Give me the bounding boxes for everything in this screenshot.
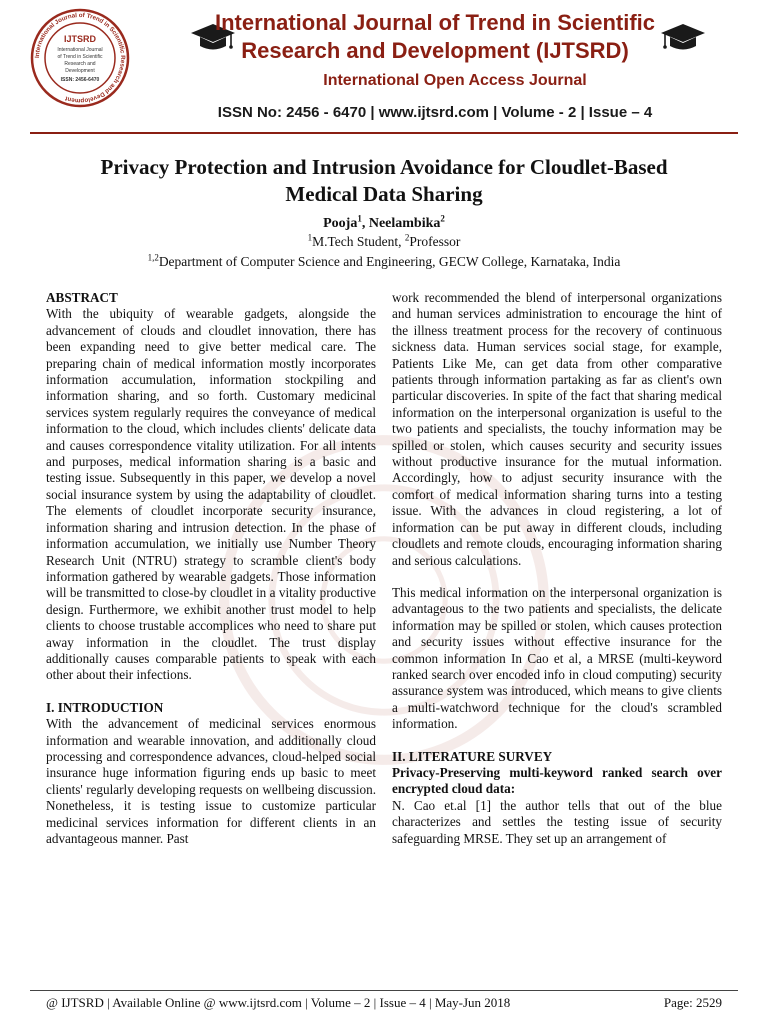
header-divider: [30, 132, 738, 134]
author-separator: ,: [361, 216, 369, 231]
journal-header: [0, 0, 768, 132]
author-affiliation-mark: 2: [440, 213, 445, 224]
seal-issn: ISSN: 2456-6470: [60, 77, 100, 83]
issn-line: ISSN No: 2456 - 6470 | www.ijtsrd.com | Volume - 2 | Issue – 4: [217, 104, 653, 121]
introduction-heading: I. INTRODUCTION: [46, 699, 164, 715]
literature-survey-heading: II. LITERATURE SURVEY: [392, 748, 553, 764]
paper-title: [60, 154, 708, 208]
literature-subheading: Privacy-Preserving multi-keyword ranked search over encrypted cloud data:: [392, 764, 722, 797]
abstract-text: With the ubiquity of wearable gadgets, alongside the advancement of clouds and cloudlet innovation, there has been expanding need to give better medical care. The preparing chain of medical information mostly incorporates information accumulation, information stockpiling and information sharing, and so forth. Customary medicinal services system regularly requires the conveyance of medical information to the cloud, which includes clients' delicate data and causes correspondence vitality utilization. For all intents and purposes, medical information sharing is a basic and testing issue. Subsequently in this paper, we develop a novel social insurance system by using the adaptability of cloudlet. The elements of cloudlet incorporate security insurance, information sharing and intrusion detection. In the phase of information accumulation, we initially use Number Theory Research Unit (NTRU) strategy to scramble client's body information gathered by wearable gadgets. Those information will be transmitted to close-by cloudlet in a vitality productive design. Furthermore, we exhibit another trust model to help clients to choose trustable accomplices who need to share put away information in the cloudlet. The trust display additionally causes comparable patients to speak with each other about their infections.: [46, 306, 376, 683]
body-paragraph: N. Cao et.al [1] the author tells that out of the blue characterizes and settles the testing issue of security safeguarding MRSE. They set up an arrangement of: [392, 797, 722, 846]
page-footer: [46, 995, 722, 1011]
right-column: [392, 290, 722, 847]
role-mark: 2: [404, 232, 410, 243]
paper-title-line-2: Medical Data Sharing: [285, 182, 483, 206]
page-number: Page: 2529: [663, 995, 722, 1010]
seal-line: Development: [65, 68, 95, 74]
affiliation-mark: 1,2: [147, 252, 159, 263]
seal-line: of Trend in Scientific: [57, 54, 103, 60]
journal-title-line-2: Research and Development (IJTSRD): [241, 38, 629, 63]
footer-citation: @ IJTSRD | Available Online @ www.ijtsrd.com | Volume – 2 | Issue – 4 | May-Jun 2018: [46, 995, 511, 1010]
author-list: [60, 213, 708, 232]
author-name: Neelambika: [368, 216, 441, 231]
journal-title-line-1: International Journal of Trend in Scientific: [214, 10, 656, 35]
journal-subtitle: International Open Access Journal: [323, 72, 587, 89]
introduction-text: With the advancement of medicinal services enormous information and wearable innovation, and additionally cloud processing and correspondence advances, cloud-helped social insurance huge information figuring ends up basic to meet clients' regularly developing requests on wellbeing discussion. Nonetheless, it is testing issue to customize particular medicinal services information for different clients in an advantageous manner. Past: [46, 716, 376, 846]
affiliation-text: Department of Computer Science and Engineering, GECW College, Karnataka, India: [158, 254, 621, 269]
left-column: [46, 290, 376, 847]
role-text: M.Tech Student,: [312, 234, 405, 249]
seal-ring-text: International Journal of Trend in Scientific Research and Development: [33, 11, 127, 105]
body-paragraph: This medical information on the interpersonal organization is advantageous to the two patients and specialists, the delicate information may be spilled or stolen, which causes protection and security issues without effective insurance for the common information In Cao et al, a MRSE (multi-keyword ranked search over encoded info in cloud computing) security assurance system was introduced, which means to give clients a multi-watchword technique for the cloud's scrambled information.: [392, 584, 722, 732]
seal-line: International Journal: [57, 47, 103, 53]
footer-divider: [30, 990, 738, 991]
author-name: Pooja: [323, 216, 358, 231]
abstract-heading: ABSTRACT: [46, 290, 118, 305]
paper-title-line-1: Privacy Protection and Intrusion Avoidance for Cloudlet-Based: [100, 155, 668, 179]
body-paragraph: work recommended the blend of interpersonal organizations and human services administration to encourage the hint of the illness treatment process for the recovery of continuous sickness data. Human services social stage, for example, Patients Like Me, can get data from other comparative patients through information partaking as far as client's own particular discoveries. In spite of the fact that sharing medical information on the interpersonal organization is useful to the two patients and specialists, the touchy information may be spilled or stolen, which causes security and security issues without productive insurance for the mutual information. Accordingly, how to adjust security insurance with the comfort of medical information sharing turns into a testing issue. With the advances in cloud registering, a lot of information can be put away in different clouds, including cloudlets and remote clouds, encouraging information sharing and serious calculations.: [392, 290, 722, 568]
affiliation: [60, 254, 708, 270]
author-affiliation-mark: 1: [357, 213, 362, 224]
ijtsrd-seal-icon: [30, 8, 130, 108]
seal-line: Research and: [64, 61, 96, 67]
role-text: Professor: [409, 234, 461, 249]
author-roles: [60, 234, 708, 250]
role-mark: 1: [307, 232, 313, 243]
seal-title: IJTSRD: [63, 34, 97, 44]
graduation-cap-icon: [660, 22, 706, 54]
